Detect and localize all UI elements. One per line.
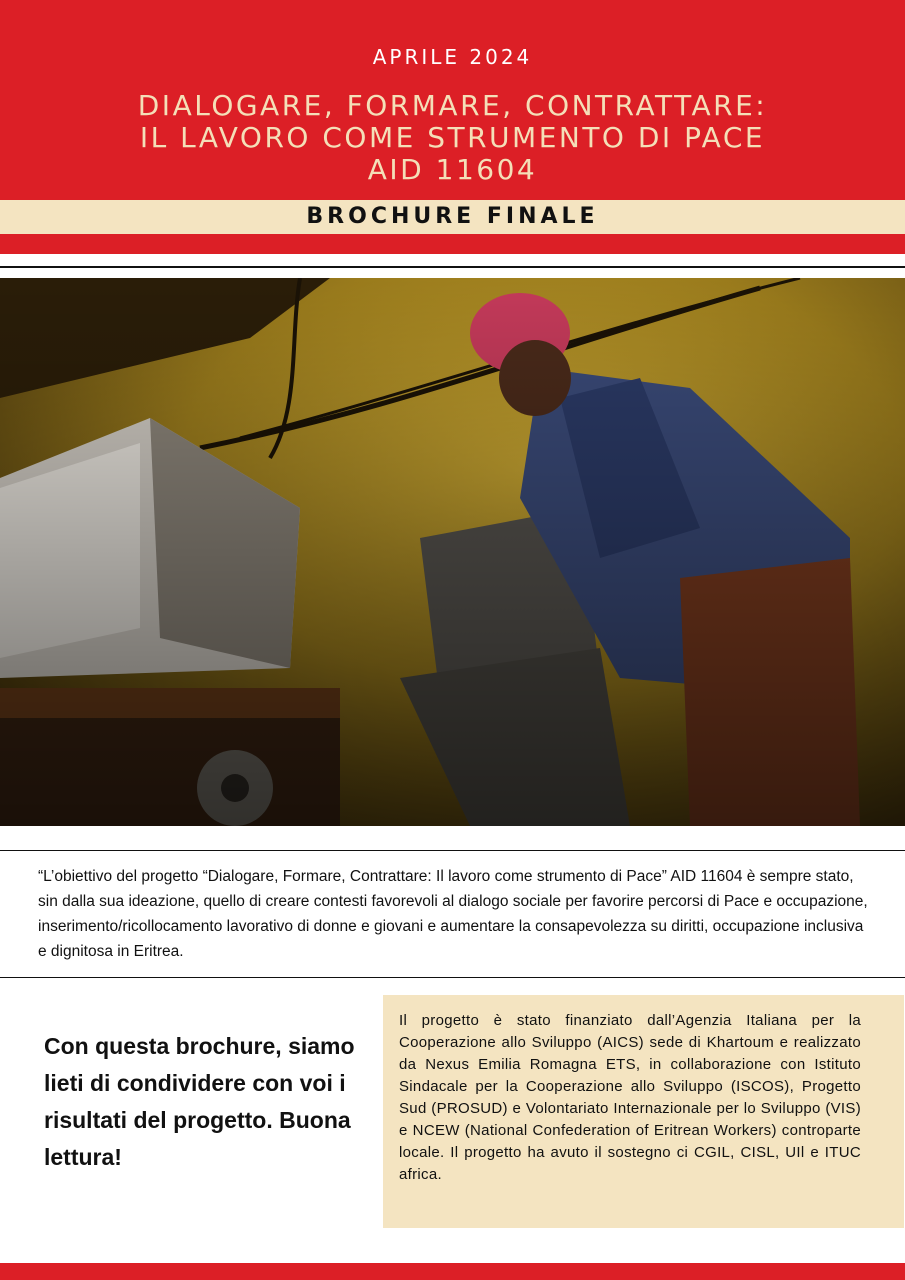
quote-top-rule — [0, 850, 905, 851]
funding-info-text: Il progetto è stato finanziato dall’Agenzia Italiana per la Cooperazione allo Sviluppo (AICS) sede di Khartoum e realizzato da Nexus Emilia Romagna ETS, in collaborazione con Istituto Sindacale per la Cooperazione allo Sviluppo (ISCOS), Progetto Sud (PROSUD) e Volontariato Internazionale per lo Sviluppo (VIS) e NCEW (National Confederation of Eritrean Workers) controparte locale. Il progetto ha avuto il sostegno ci CGIL, CISL, UIl e ITUC africa. — [399, 1012, 861, 1183]
title-line-1: DIALOGARE, FORMARE, CONTRATTARE: — [137, 89, 768, 122]
footer-red-strip — [0, 1263, 905, 1280]
subtitle: BROCHURE FINALE — [306, 204, 599, 229]
publication-date: APRILE 2024 — [372, 45, 533, 69]
title-line-2: IL LAVORO COME STRUMENTO DI PACE — [139, 121, 766, 154]
closing-message: Con questa brochure, siamo lieti di condividere con voi i risultati del progetto. Buona lettura! — [44, 1033, 355, 1170]
cover-photo — [0, 278, 905, 826]
quote-bottom-rule — [0, 977, 905, 978]
project-objective-quote: “L’obiettivo del progetto “Dialogare, Formare, Contrattare: Il lavoro come strumento di Pace” AID 11604 è sempre stato, sin dalla sua ideazione, quello di creare contesti favorevoli al dialogo sociale per favorire percorsi di Pace e occupazione, inserimento/ricollocamento lavorativo di donne e giovani e aumentare la consapevolezza su diritti, occupazione inclusiva e dignitosa in Eritrea. — [38, 868, 868, 960]
document-title — [0, 90, 905, 186]
header-divider — [0, 266, 905, 268]
header-red-strip — [0, 234, 905, 254]
title-line-3: AID 11604 — [367, 153, 538, 186]
